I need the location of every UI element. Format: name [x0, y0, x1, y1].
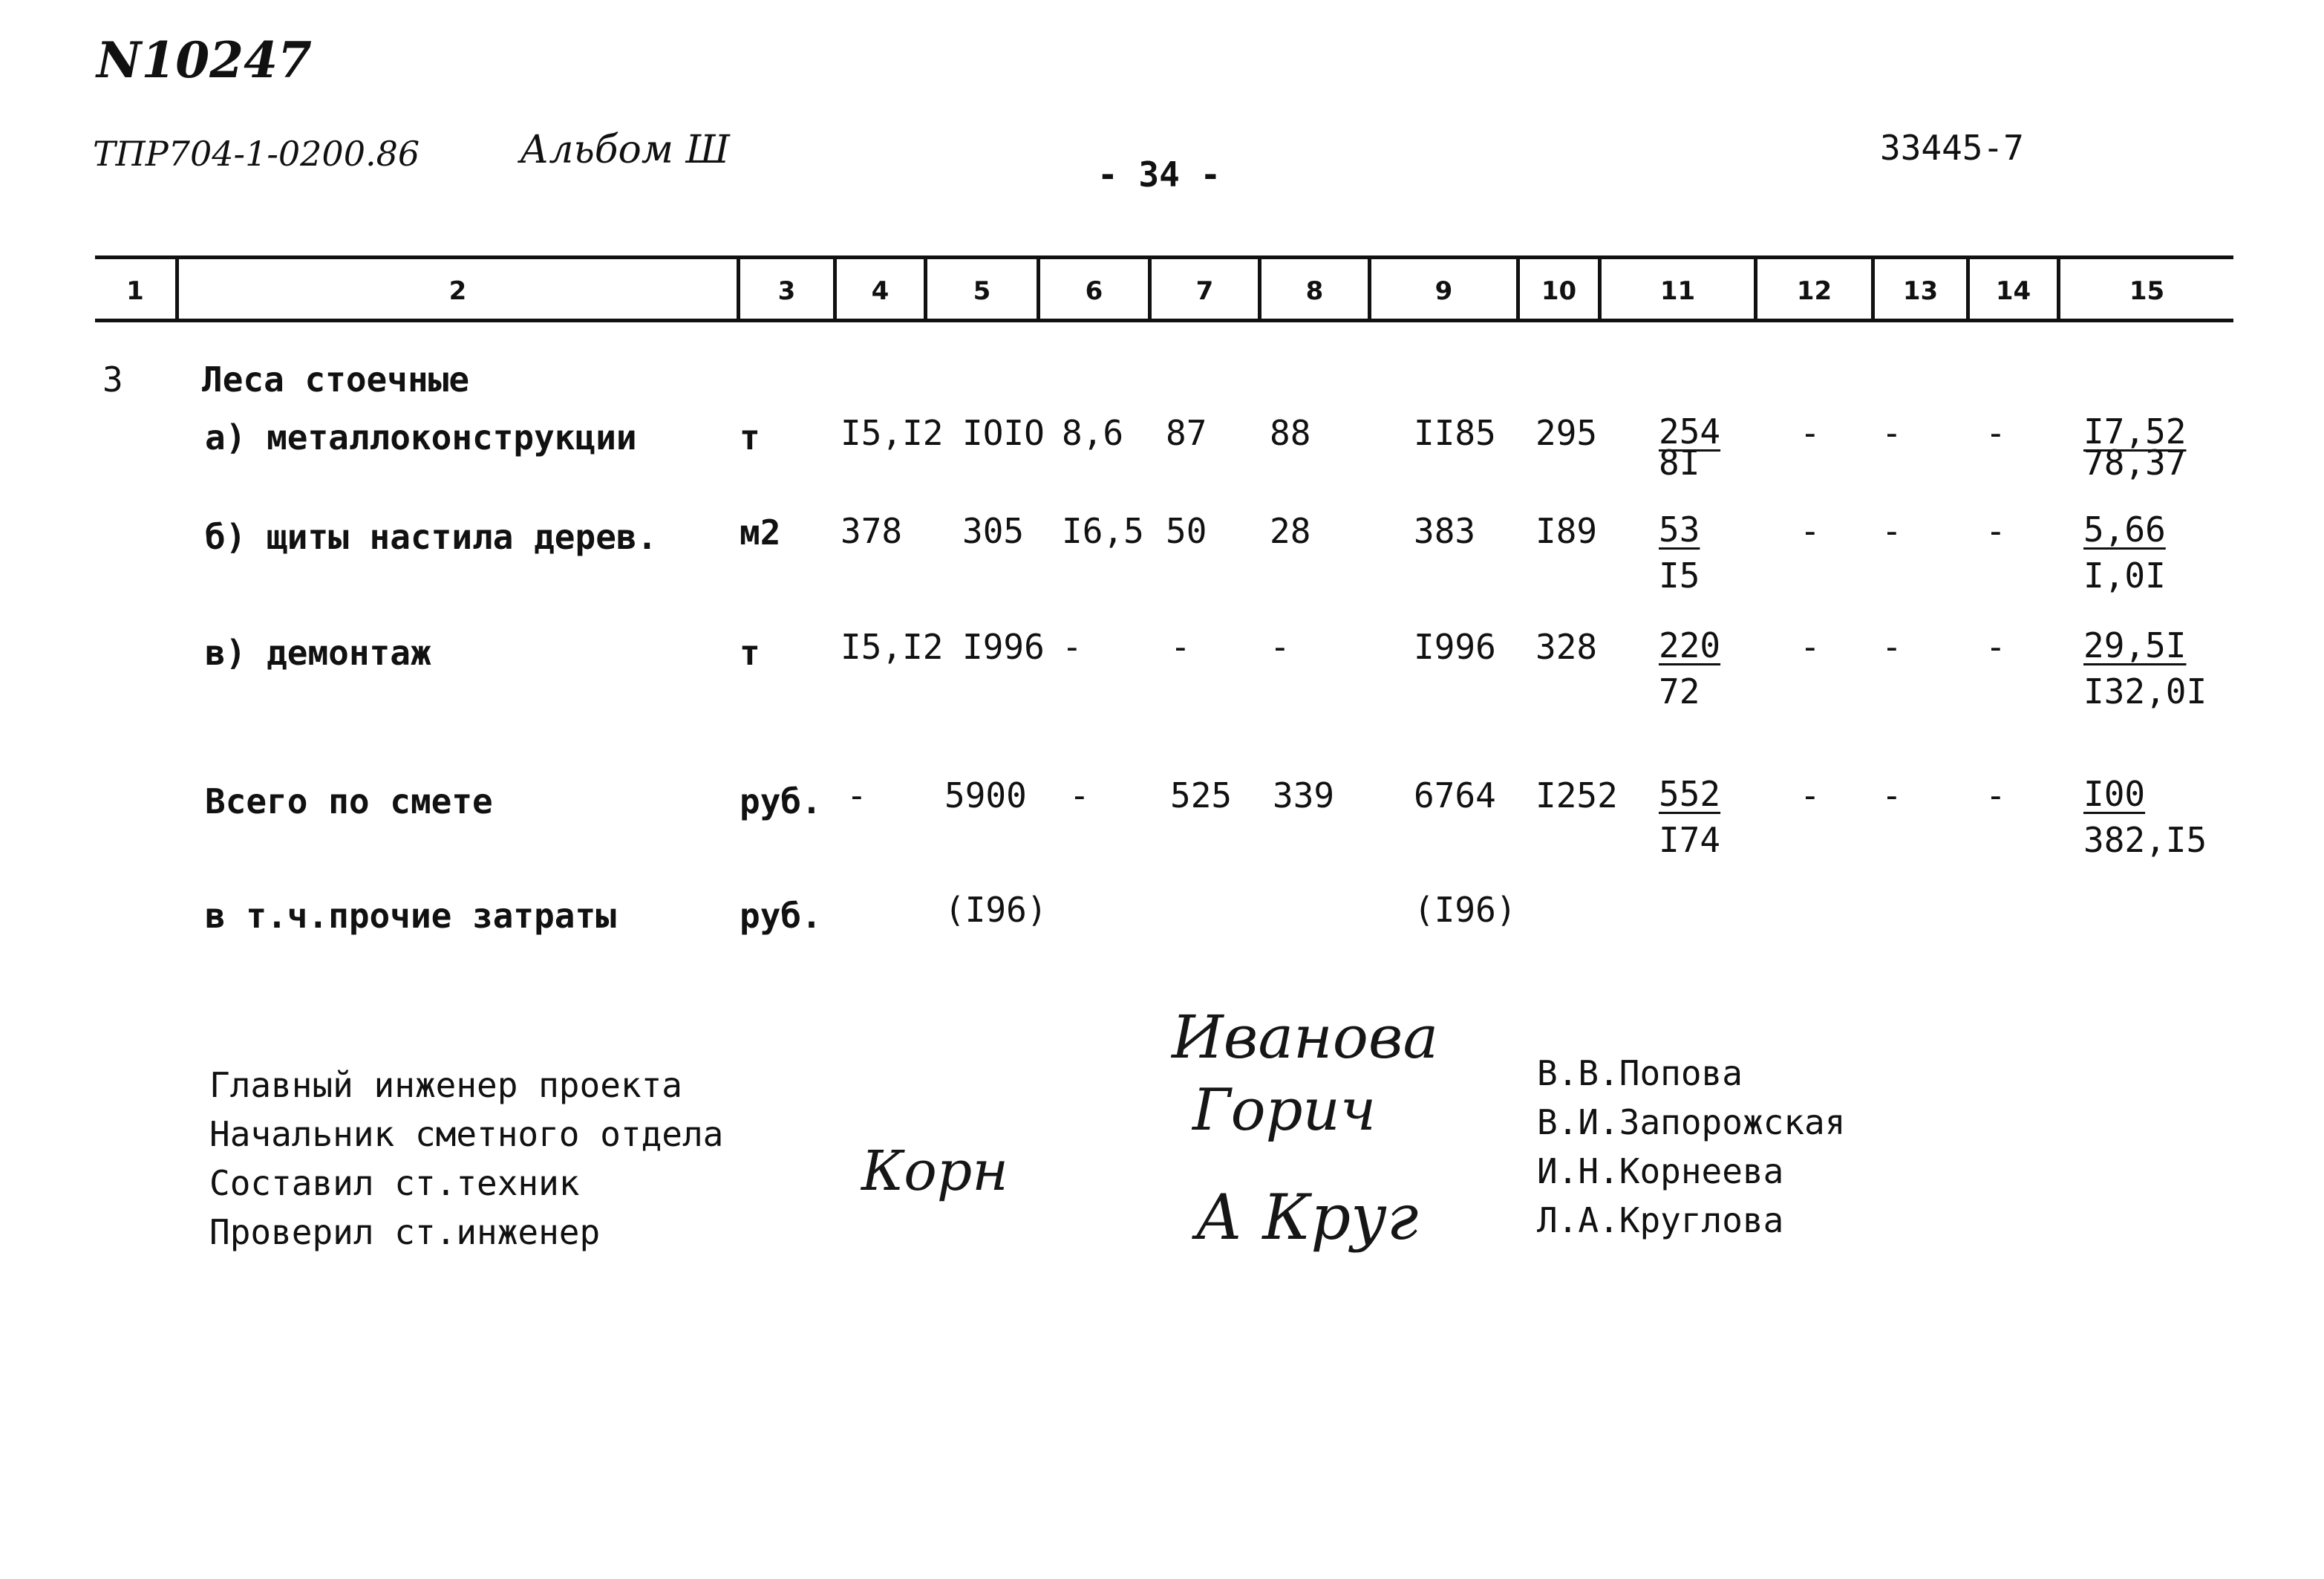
cell-col5: 5900 [944, 775, 1027, 815]
document-code: ТПР704-1-0200.86 [93, 134, 420, 174]
row-name: б) щиты настила дерев. [205, 517, 658, 557]
fraction-numerator: I00 [2083, 774, 2146, 814]
row-name: в) демонтаж [205, 633, 431, 673]
cell-col14: - [1985, 775, 2006, 815]
cell-col15-fraction [2083, 507, 2166, 599]
column-header: 14 [1995, 276, 2031, 306]
cell-col14: - [1985, 511, 2006, 551]
cell-col11-fraction [1659, 771, 1720, 863]
cell-col12: - [1800, 511, 1821, 551]
other-costs-label: в т.ч.прочие затраты [205, 896, 616, 936]
fraction-denominator: 8I [1659, 443, 1700, 483]
cell-col13: - [1881, 775, 1902, 815]
signatory-name: Л.А.Круглова [1537, 1200, 1784, 1240]
signature-role: Начальник сметного отдела [209, 1114, 724, 1154]
column-header: 12 [1796, 276, 1832, 306]
table-header-top-rule [95, 255, 2233, 259]
signature-handwritten-head-of-department: Горич [1192, 1077, 1377, 1144]
column-header: 13 [1902, 276, 1939, 306]
cell-col9: II85 [1414, 413, 1496, 453]
total-label: Всего по смете [205, 781, 493, 821]
column-header: 11 [1659, 276, 1696, 306]
fraction-numerator: 220 [1659, 625, 1721, 665]
cell-col8: 339 [1273, 775, 1335, 815]
cell-col13: - [1881, 511, 1902, 551]
signature-role: Проверил ст.инженер [209, 1212, 601, 1252]
cell-col13: - [1881, 413, 1902, 453]
cell-col10: 295 [1535, 413, 1598, 453]
cell-col12: - [1800, 413, 1821, 453]
fraction-denominator: I32,0I [2083, 671, 2207, 712]
cell-col11-fraction [1659, 507, 1700, 599]
cell-col4: I5,I2 [841, 413, 944, 453]
fraction-numerator: 254 [1659, 411, 1721, 452]
cell-col5: (I96) [944, 890, 1048, 930]
column-header: 1 [126, 276, 144, 306]
column-header: 7 [1195, 276, 1214, 306]
cell-col6: - [1062, 627, 1083, 667]
signatory-name: В.В.Попова [1537, 1053, 1743, 1093]
column-header: 10 [1541, 276, 1577, 306]
cell-col14: - [1985, 413, 2006, 453]
cell-col9: 6764 [1414, 775, 1496, 815]
cell-col5: IOIO [962, 413, 1045, 453]
signatory-name: И.Н.Корнеева [1537, 1151, 1784, 1191]
signature-handwritten-technician: Корн [861, 1139, 1008, 1203]
row-name: а) металлоконструкции [205, 417, 637, 458]
column-header: 3 [777, 276, 796, 306]
cell-col9: I996 [1414, 627, 1496, 667]
cell-col7: - [1170, 627, 1191, 667]
fraction-denominator: I74 [1659, 820, 1721, 860]
cell-col14: - [1985, 627, 2006, 667]
signature-role: Главный инженер проекта [209, 1065, 682, 1105]
fraction-denominator: I,0I [2083, 556, 2166, 596]
column-header: 6 [1085, 276, 1103, 306]
sheet-code: 33445-7 [1880, 128, 2024, 168]
fraction-numerator: 5,66 [2083, 509, 2166, 550]
fraction-denominator: I5 [1659, 556, 1700, 596]
cell-col8: 28 [1270, 511, 1311, 551]
cell-col10: 328 [1535, 627, 1598, 667]
cell-col7: 525 [1170, 775, 1233, 815]
signature-handwritten-chief-engineer: Иванова [1172, 1003, 1439, 1072]
cell-col12: - [1800, 627, 1821, 667]
column-header: 5 [973, 276, 991, 306]
column-header: 4 [871, 276, 890, 306]
cell-col8: 88 [1270, 413, 1311, 453]
cell-col5: 305 [962, 511, 1025, 551]
row-unit: т [740, 633, 760, 673]
fraction-numerator: I7,52 [2083, 411, 2187, 452]
cell-col11-fraction [1659, 622, 1720, 714]
cell-col6: I6,5 [1062, 511, 1144, 551]
table-header-bottom-rule [95, 319, 2233, 322]
column-header: 9 [1434, 276, 1453, 306]
fraction-numerator: 53 [1659, 509, 1700, 550]
cell-col15-fraction [2083, 622, 2207, 714]
section-title: Леса стоечные [202, 359, 470, 400]
other-costs-unit: руб. [740, 896, 822, 936]
fraction-denominator: 72 [1659, 671, 1700, 712]
cell-col7: 87 [1166, 413, 1207, 453]
cell-col15-fraction [2083, 771, 2207, 863]
signature-role: Составил ст.техник [209, 1163, 580, 1203]
row-unit: т [740, 417, 760, 458]
cell-col10: I89 [1535, 511, 1598, 551]
cell-col10: I252 [1535, 775, 1618, 815]
handwritten-number: N10247 [97, 31, 312, 89]
cell-col4: 378 [841, 511, 903, 551]
column-header: 8 [1305, 276, 1324, 306]
cell-col6: 8,6 [1062, 413, 1124, 453]
fraction-denominator: 382,I5 [2083, 820, 2207, 860]
cell-col4: I5,I2 [841, 627, 944, 667]
cell-col12: - [1800, 775, 1821, 815]
album-label: Альбом Ш [520, 128, 730, 172]
cell-col7: 50 [1166, 511, 1207, 551]
cell-col9: 383 [1414, 511, 1476, 551]
fraction-denominator: 78,37 [2083, 443, 2187, 483]
cell-col5: I996 [962, 627, 1045, 667]
cell-col13: - [1881, 627, 1902, 667]
cell-col11-fraction [1659, 408, 1720, 486]
fraction-numerator: 29,5I [2083, 625, 2187, 665]
cell-col9: (I96) [1414, 890, 1517, 930]
total-unit: руб. [740, 781, 822, 821]
cell-col15-fraction [2083, 408, 2186, 486]
column-header: 2 [448, 276, 467, 306]
fraction-numerator: 552 [1659, 774, 1721, 814]
page-number: - 34 - [1097, 154, 1221, 195]
row-unit: м2 [740, 512, 781, 553]
column-header: 15 [2129, 276, 2165, 306]
cell-col4: - [846, 775, 867, 815]
cell-col8: - [1270, 627, 1290, 667]
signatory-name: В.И.Запорожская [1537, 1102, 1846, 1142]
signature-handwritten-engineer: А Круг [1195, 1181, 1419, 1254]
cell-col6: - [1069, 775, 1090, 815]
section-number: 3 [102, 359, 123, 400]
